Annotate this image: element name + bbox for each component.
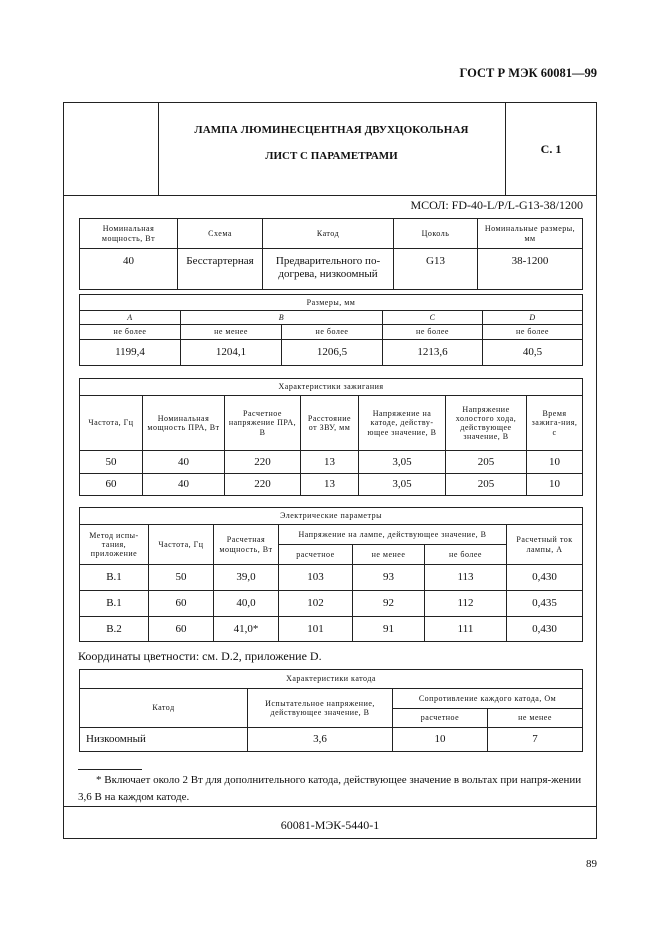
table-cell: 13	[301, 474, 359, 496]
table-title: Характеристики катода	[80, 670, 583, 689]
cathode-table	[79, 669, 583, 752]
page-number: 89	[586, 858, 597, 870]
sheet-code: 60081-МЭК-5440-1	[280, 818, 380, 832]
divider	[158, 102, 159, 195]
table-title: Электрические параметры	[80, 508, 583, 525]
table-cell: 38-1200	[478, 249, 583, 290]
table-cell: 93	[353, 565, 425, 591]
sheet-subtitle: ЛИСТ С ПАРАМЕТРАМИ	[265, 150, 398, 162]
subheader-cell: расчетное	[279, 545, 353, 565]
table-cell: 41,0*	[214, 617, 279, 642]
table-cell: 0,435	[507, 591, 583, 617]
table-cell: 220	[225, 474, 301, 496]
table-cell: B.1	[80, 591, 149, 617]
dimension-letter: B	[181, 311, 383, 325]
dimensions-table	[79, 294, 583, 366]
sheet-number: С. 1	[540, 142, 562, 156]
header-cell: Катод	[80, 689, 248, 728]
table-cell: 102	[279, 591, 353, 617]
subheader-cell: не более	[425, 545, 507, 565]
table-cell: 113	[425, 565, 507, 591]
table-cell: 92	[353, 591, 425, 617]
footnote-rule	[78, 769, 142, 770]
table-cell: B.1	[80, 565, 149, 591]
header-cell: Частота, Гц	[80, 396, 143, 451]
table-cell: 112	[425, 591, 507, 617]
table-cell: 60	[80, 474, 143, 496]
table-cell: 1206,5	[282, 340, 383, 366]
table-cell: 10	[527, 451, 583, 474]
table-cell: 91	[353, 617, 425, 642]
header-cell: Испытательное напряжение, действующее значение, В	[248, 689, 393, 728]
header-cell: Номинальная мощность, Вт	[80, 219, 178, 249]
table-cell: 40	[143, 474, 225, 496]
table-cell: Предварительного по-догрева, низкоомный	[263, 249, 394, 290]
ignition-table	[79, 378, 583, 496]
dimension-letter: D	[483, 311, 583, 325]
table-cell: Бесстартерная	[178, 249, 263, 290]
table-cell: 205	[446, 451, 527, 474]
table-cell: Низкоомный	[80, 728, 248, 752]
header-cell: Частота, Гц	[149, 525, 214, 565]
header-cell: Напряжение на катоде, действу-ющее значение, В	[359, 396, 446, 451]
limit-cell: не более	[383, 325, 483, 340]
lamp-basic-table	[79, 218, 583, 290]
table-cell: 10	[527, 474, 583, 496]
limit-cell: не более	[80, 325, 181, 340]
table-cell: 50	[80, 451, 143, 474]
standard-number: ГОСТ Р МЭК 60081—99	[459, 66, 597, 80]
table-cell: 1204,1	[181, 340, 282, 366]
header-cell: Номинальная мощность ПРА, Вт	[143, 396, 225, 451]
table-cell: G13	[394, 249, 478, 290]
subheader-cell: не менее	[353, 545, 425, 565]
table-cell: 3,6	[248, 728, 393, 752]
table-cell: 1199,4	[80, 340, 181, 366]
table-cell: 40	[80, 249, 178, 290]
table-cell: 13	[301, 451, 359, 474]
divider	[63, 806, 597, 807]
table-cell: B.2	[80, 617, 149, 642]
table-cell: 1213,6	[383, 340, 483, 366]
table-cell: 7	[488, 728, 583, 752]
table-cell: 40	[143, 451, 225, 474]
limit-cell: не менее	[181, 325, 282, 340]
limit-cell: не более	[483, 325, 583, 340]
table-cell: 220	[225, 451, 301, 474]
subheader-cell: не менее	[488, 709, 583, 728]
chromaticity-note: Координаты цветности: см. D.2, приложение D.	[78, 649, 322, 663]
table-cell: 10	[393, 728, 488, 752]
table-cell: 50	[149, 565, 214, 591]
header-cell: Расчетное напряжение ПРА, В	[225, 396, 301, 451]
dimension-letter: C	[383, 311, 483, 325]
header-cell: Номинальные размеры, мм	[478, 219, 583, 249]
header-cell: Сопротивление каждого катода, Ом	[393, 689, 583, 709]
header-cell: Катод	[263, 219, 394, 249]
table-cell: 40,5	[483, 340, 583, 366]
header-cell: Расчетный ток лампы, А	[507, 525, 583, 565]
table-cell: 101	[279, 617, 353, 642]
table-cell: 39,0	[214, 565, 279, 591]
header-cell: Напряжение на лампе, действующее значение, В	[279, 525, 507, 545]
table-cell: 103	[279, 565, 353, 591]
table-cell: 60	[149, 591, 214, 617]
header-cell: Время зажига-ния, с	[527, 396, 583, 451]
sheet-title: ЛАМПА ЛЮМИНЕСЦЕНТНАЯ ДВУХЦОКОЛЬНАЯ	[194, 124, 469, 136]
header-cell: Напряжение холостого хода, действующее значение, В	[446, 396, 527, 451]
table-cell: 3,05	[359, 474, 446, 496]
lamp-designation: МСОЛ: FD-40-L/P/L-G13-38/1200	[410, 198, 583, 212]
table-cell: 40,0	[214, 591, 279, 617]
header-cell: Схема	[178, 219, 263, 249]
header-cell: Цоколь	[394, 219, 478, 249]
table-cell: 60	[149, 617, 214, 642]
header-cell: Расстояние от ЗВУ, мм	[301, 396, 359, 451]
table-cell: 205	[446, 474, 527, 496]
table-cell: 0,430	[507, 565, 583, 591]
footnote: * Включает около 2 Вт для дополнительного катода, действующее значение в вольтах при напря-жении 3,6 В на каждом катоде.	[78, 774, 582, 803]
subheader-cell: расчетное	[393, 709, 488, 728]
table-title: Характеристики зажигания	[80, 379, 583, 396]
header-cell: Расчетная мощность, Вт	[214, 525, 279, 565]
table-cell: 111	[425, 617, 507, 642]
table-cell: 3,05	[359, 451, 446, 474]
divider	[63, 195, 597, 196]
table-cell: 0,430	[507, 617, 583, 642]
limit-cell: не более	[282, 325, 383, 340]
header-cell: Метод испы-тания, приложение	[80, 525, 149, 565]
dimension-letter: A	[80, 311, 181, 325]
table-title: Размеры, мм	[80, 295, 583, 311]
electrical-table	[79, 507, 583, 642]
